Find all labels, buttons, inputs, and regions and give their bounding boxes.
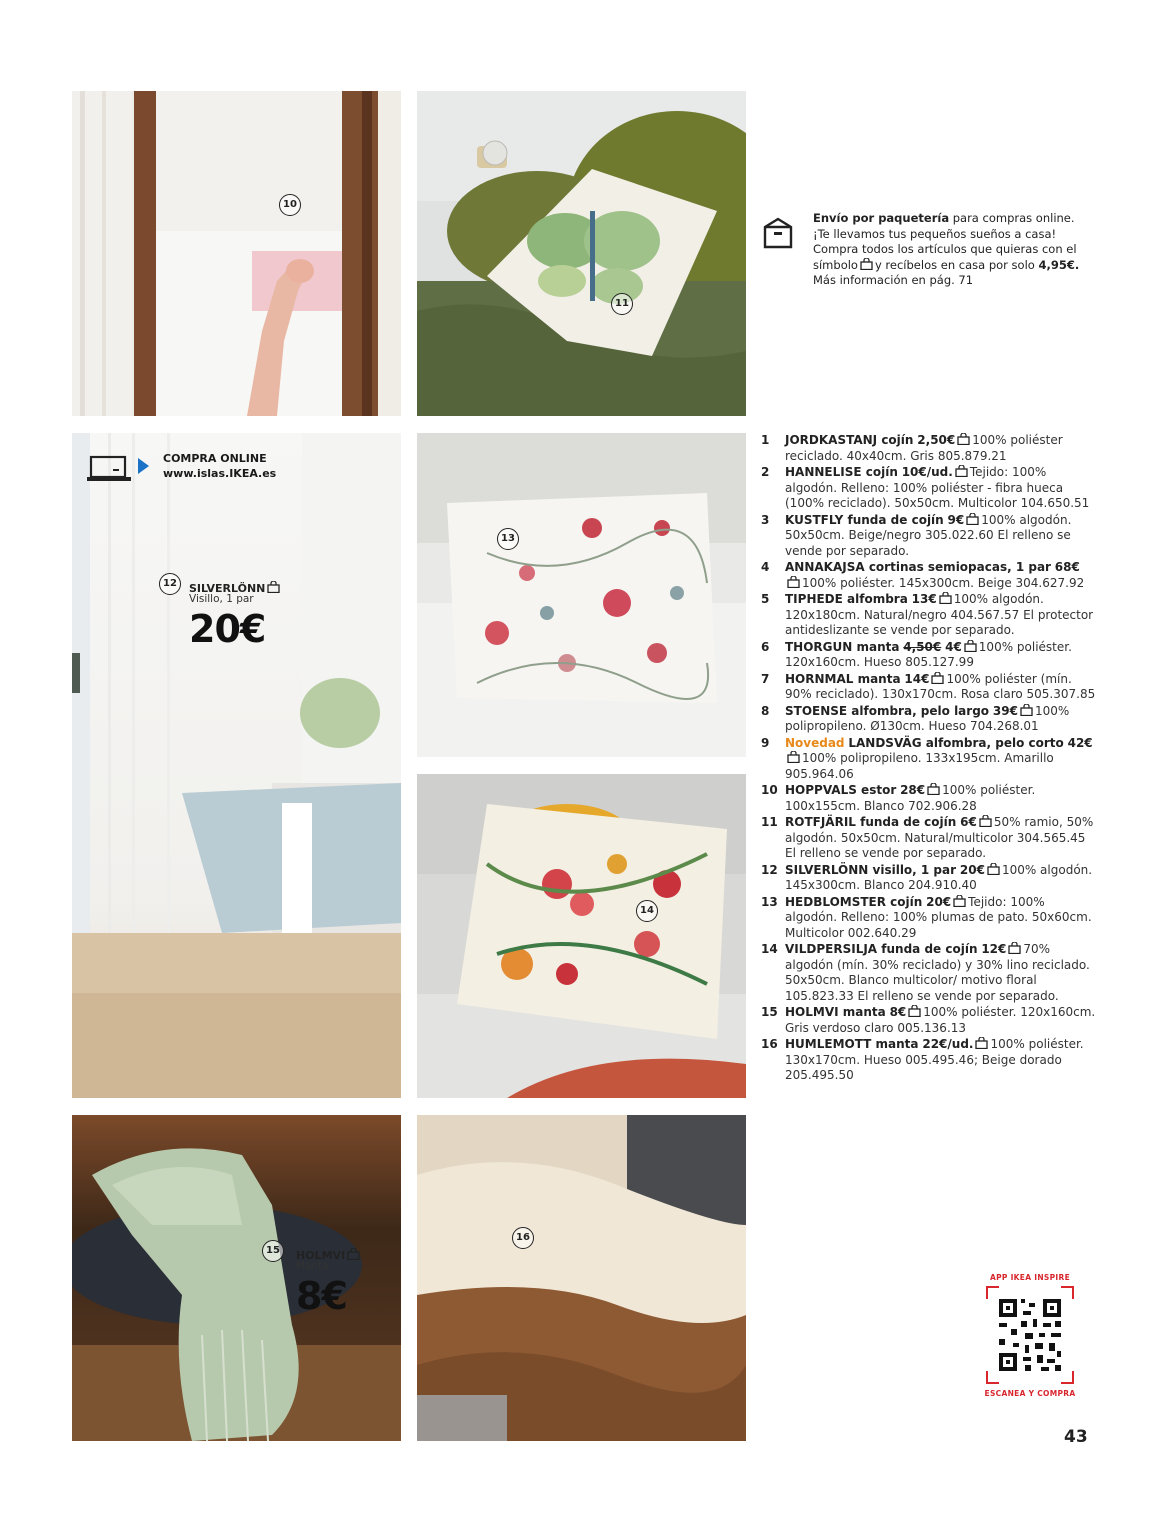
product-price: 68€ xyxy=(1054,560,1080,574)
product-item xyxy=(761,942,1096,1004)
photo-butterfly-cushion xyxy=(417,91,746,416)
product-description: Tejido: 100% algodón. Relleno: 100% poliéster - fibra hueca (100% reciclado). 50x50cm. Multicolor 104.650.51 xyxy=(785,465,1090,510)
shopping-bag-icon xyxy=(987,863,1000,875)
product-name: LANDSVÄG alfombra, pelo corto xyxy=(848,735,1064,750)
item-badge-16: 16 xyxy=(512,1227,534,1249)
shopping-bag-icon xyxy=(975,1037,988,1049)
product-number: 9 xyxy=(761,735,770,750)
product-number: 3 xyxy=(761,512,770,527)
product-item xyxy=(761,592,1096,639)
photo-vivid-floral-cushion xyxy=(417,774,746,1098)
product-number: 7 xyxy=(761,671,770,686)
product-name: SILVERLÖNN visillo, 1 par xyxy=(785,862,957,877)
product-name: ROTFJÄRIL funda de cojín xyxy=(785,815,957,829)
product-name: STOENSE alfombra, pelo largo xyxy=(785,703,990,718)
product-name: KUSTFLY funda de cojín xyxy=(785,512,944,527)
product-number: 15 xyxy=(761,1005,778,1019)
shopping-bag-icon xyxy=(347,1245,360,1257)
product-price: 10€/ud. xyxy=(901,465,953,479)
product-description: 70% algodón (mín. 30% reciclado) y 30% lino reciclado. 50x50cm. Blanco multicolor/ motivo floral 105.823.33 El relleno se vende por separado. xyxy=(785,942,1090,1003)
novelty-label: Novedad xyxy=(785,735,845,750)
item-badge-14: 14 xyxy=(636,900,658,922)
product-description: 100% poliéster. 130x170cm. Hueso 005.495.46; Beige dorado 205.495.50 xyxy=(785,1037,1084,1082)
shipping-line5: Más información en pág. 71 xyxy=(813,273,974,287)
product-price: 2,50€ xyxy=(917,433,956,447)
shopping-bag-icon xyxy=(979,815,992,827)
shipping-line4b: y recíbelos en casa por solo xyxy=(874,257,1035,272)
product-price: 14€ xyxy=(904,671,930,686)
shipping-line1: para compras online. xyxy=(949,211,1075,225)
product-item xyxy=(761,895,1096,942)
photo-green-blanket xyxy=(72,1115,401,1441)
product-number: 14 xyxy=(761,942,778,956)
shopping-bag-icon xyxy=(1020,704,1033,716)
product-price: 6€ xyxy=(960,815,977,829)
product-price: 20€ xyxy=(959,862,985,877)
product-description: 100% polipropileno. 133x195cm. Amarillo 905.964.06 xyxy=(785,751,1054,781)
product-price: 22€/ud. xyxy=(922,1037,974,1051)
qr-code[interactable] xyxy=(985,1285,1075,1385)
product-description: 100% polipropileno. Ø130cm. Hueso 704.268.01 xyxy=(785,703,1070,733)
shopping-bag-icon xyxy=(860,258,873,270)
item-badge-15: 15 xyxy=(262,1240,284,1262)
shopping-bag-icon xyxy=(931,672,944,684)
product-number: 4 xyxy=(761,560,770,574)
product-name: HEDBLOMSTER cojín xyxy=(785,894,923,909)
product-number: 5 xyxy=(761,592,770,606)
product-item xyxy=(761,704,1096,735)
product-description: 100% poliéster. 145x300cm. Beige 304.627.92 xyxy=(802,575,1085,590)
item-badge-12: 12 xyxy=(159,573,181,595)
product-item xyxy=(761,640,1096,671)
qr-block xyxy=(975,1273,1085,1403)
product-number: 6 xyxy=(761,639,770,654)
product-number: 16 xyxy=(761,1037,778,1051)
photo-window-blind xyxy=(72,91,401,416)
product-name: HORNMAL manta xyxy=(785,671,901,686)
promo-holmvi-price: 8€ xyxy=(296,1274,347,1318)
item-badge-10: 10 xyxy=(279,194,301,216)
product-number: 2 xyxy=(761,465,770,479)
product-description: 100% poliéster reciclado. 40x40cm. Gris 805.879.21 xyxy=(785,433,1063,463)
product-price: 8€ xyxy=(889,1005,907,1019)
item-badge-13: 13 xyxy=(497,528,519,550)
qr-bottom-label: ESCANEA Y COMPRA xyxy=(984,1389,1076,1398)
shopping-bag-icon xyxy=(927,783,940,795)
product-item xyxy=(761,1005,1096,1036)
product-number: 8 xyxy=(761,703,770,718)
product-name: HANNELISE cojín xyxy=(785,465,898,479)
shopping-bag-icon xyxy=(955,465,968,477)
product-price: 4€ xyxy=(945,639,962,654)
page-number: 43 xyxy=(1064,1427,1088,1447)
product-description: 100% poliéster. 100x155cm. Blanco 702.906.28 xyxy=(785,783,1036,813)
product-description: 100% algodón. 145x300cm. Blanco 204.910.40 xyxy=(785,862,1093,892)
product-number: 11 xyxy=(761,815,778,829)
promo-silverlonn-price: 20€ xyxy=(189,607,266,651)
product-item xyxy=(761,863,1096,894)
product-name: TIPHEDE alfombra xyxy=(785,592,908,606)
shipping-lead: Envío por paquetería xyxy=(813,211,950,225)
shipping-text xyxy=(813,211,1103,289)
product-name: VILDPERSILJA funda de cojín xyxy=(785,942,978,956)
online-title: COMPRA ONLINE xyxy=(163,452,267,465)
product-old-price: 4,50€ xyxy=(903,639,942,654)
shopping-bag-icon xyxy=(787,576,800,588)
product-item xyxy=(761,783,1096,814)
shopping-bag-icon xyxy=(964,640,977,652)
shopping-bag-icon xyxy=(939,592,952,604)
product-name: ANNAKAJSA cortinas semiopacas, 1 par xyxy=(785,560,1051,574)
shopping-bag-icon xyxy=(787,751,800,763)
product-item xyxy=(761,513,1096,560)
product-description: 50% ramio, 50% algodón. 50x50cm. Natural/multicolor 304.565.45 El relleno se vende por separado. xyxy=(785,815,1094,860)
promo-holmvi-desc: Manta xyxy=(296,1260,329,1272)
product-item xyxy=(761,433,1096,464)
shipping-line4a: símbolo xyxy=(813,257,858,272)
promo-holmvi-name: HOLMVI xyxy=(296,1249,346,1262)
arrow-right-icon xyxy=(136,457,150,475)
photo-sheer-curtains xyxy=(72,433,401,1098)
shipping-price: 4,95€. xyxy=(1038,257,1080,272)
product-item xyxy=(761,560,1096,591)
product-description: 100% poliéster (mín. 90% reciclado). 130x170cm. Rosa claro 505.307.85 xyxy=(785,671,1096,701)
product-item xyxy=(761,672,1096,703)
photo-beige-blankets xyxy=(417,1115,746,1441)
photo-floral-cushion xyxy=(417,433,746,757)
product-name: JORDKASTANJ cojín xyxy=(785,433,914,447)
qr-top-label: APP IKEA INSPIRE xyxy=(989,1273,1070,1282)
online-url[interactable]: www.islas.IKEA.es xyxy=(163,467,277,480)
product-description: 100% poliéster. 120x160cm. Hueso 805.127.99 xyxy=(785,639,1072,669)
promo-silverlonn-name: SILVERLÖNN xyxy=(189,582,266,595)
product-description: 100% algodón. 50x50cm. Beige/negro 305.022.60 El relleno se vende por separado. xyxy=(785,512,1072,558)
product-name: HOLMVI manta xyxy=(785,1005,886,1019)
box-icon xyxy=(760,215,796,251)
product-price: 13€ xyxy=(911,592,937,606)
product-list xyxy=(761,433,1096,1085)
product-price: 12€ xyxy=(981,942,1007,956)
product-name: THORGUN manta xyxy=(785,639,900,654)
shopping-bag-icon xyxy=(966,513,979,525)
shopping-bag-icon xyxy=(953,895,966,907)
shopping-bag-icon xyxy=(267,578,280,590)
product-item xyxy=(761,465,1096,512)
product-description: 100% poliéster. 120x160cm. Gris verdoso claro 005.136.13 xyxy=(785,1005,1096,1035)
product-price: 20€ xyxy=(926,894,952,909)
product-item xyxy=(761,815,1096,862)
shopping-bag-icon xyxy=(908,1005,921,1017)
product-item xyxy=(761,736,1096,783)
product-name: HOPPVALS estor xyxy=(785,783,897,797)
product-name: HUMLEMOTT manta xyxy=(785,1037,919,1051)
laptop-icon xyxy=(87,455,131,483)
shipping-line2: ¡Te llevamos tus pequeños sueños a casa! xyxy=(813,226,1057,241)
product-description: 100% algodón. 120x180cm. Natural/negro 404.567.57 El protector antideslizante se vende por separado. xyxy=(785,592,1094,637)
product-number: 10 xyxy=(761,783,778,797)
shopping-bag-icon xyxy=(1008,942,1021,954)
product-price: 42€ xyxy=(1067,735,1093,750)
product-number: 12 xyxy=(761,862,778,877)
product-price: 9€ xyxy=(947,512,965,527)
product-description: Tejido: 100% algodón. Relleno: 100% plumas de pato. 50x60cm. Multicolor 002.640.29 xyxy=(785,894,1092,940)
product-number: 13 xyxy=(761,894,778,909)
shipping-line3: Compra todos los artículos que quieras con el xyxy=(813,242,1077,256)
product-number: 1 xyxy=(761,433,770,447)
product-item xyxy=(761,1037,1096,1084)
product-price: 39€ xyxy=(992,703,1018,718)
product-price: 28€ xyxy=(900,783,926,797)
promo-silverlonn-desc: Visillo, 1 par xyxy=(189,593,254,605)
item-badge-11: 11 xyxy=(611,293,633,315)
shopping-bag-icon xyxy=(957,433,970,445)
